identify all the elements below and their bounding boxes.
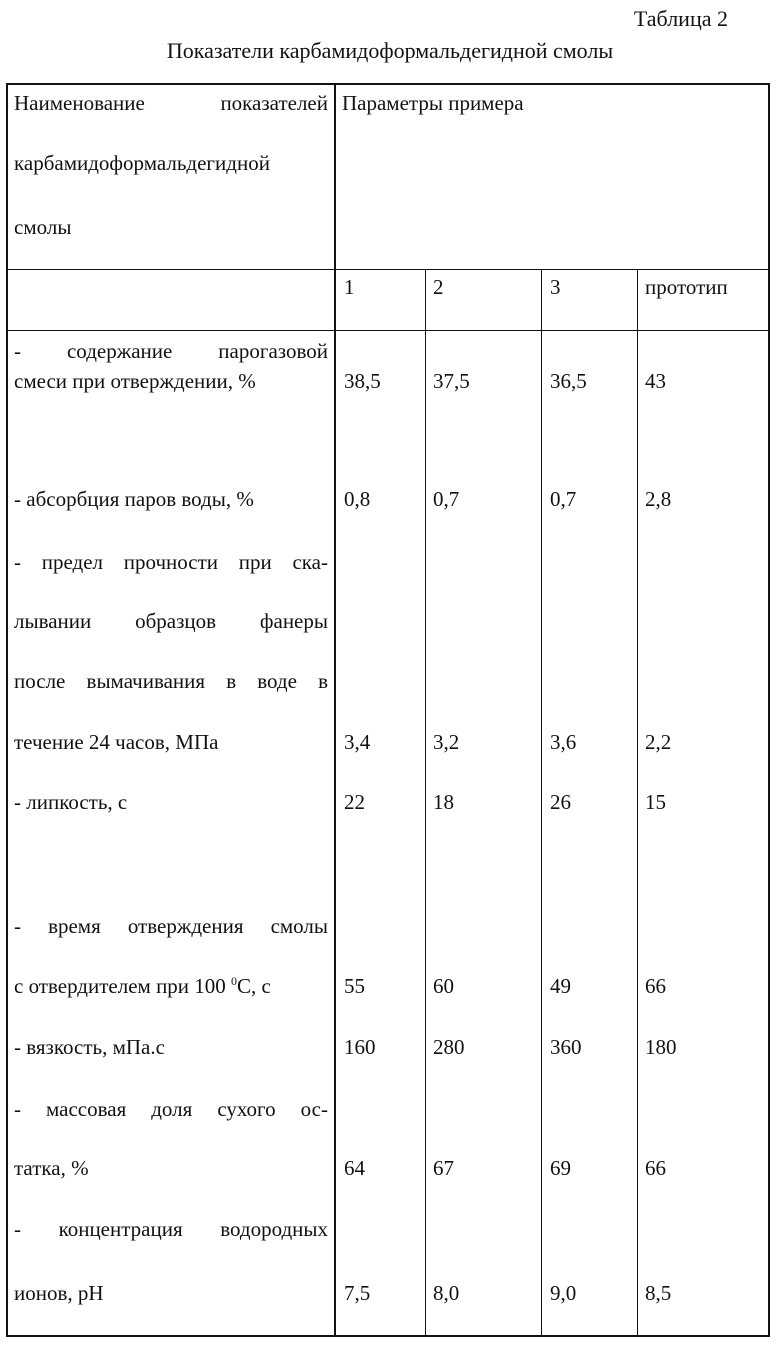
row-name-line: смеси при отверждении, %: [14, 369, 256, 393]
subheader-col-2: 2: [433, 275, 444, 299]
table-title: Показатели карбамидоформальдегидной смолы: [166, 38, 614, 63]
row-value-col-2: 60: [433, 974, 454, 998]
row-value-col-prototype: 2,8: [645, 487, 672, 511]
row-name-line: - массовая доля сухого ос-: [14, 1097, 328, 1121]
row-value-col-prototype: 15: [645, 790, 666, 814]
col-divider-1: [425, 270, 426, 1337]
row-value-col-1: 22: [344, 790, 365, 814]
border-left: [6, 83, 8, 1337]
row-value-col-1: 160: [344, 1035, 376, 1059]
row-value-col-3: 0,7: [550, 487, 577, 511]
border-right: [768, 83, 770, 1337]
row-value-col-prototype: 2,2: [645, 730, 672, 754]
row-name-line: ионов, pH: [14, 1281, 104, 1305]
row-name-line: лывании образцов фанеры: [14, 609, 328, 633]
header-name-line-2: карбамидоформальдегидной: [14, 151, 270, 175]
row-value-col-prototype: 8,5: [645, 1281, 672, 1305]
border-top: [6, 83, 770, 85]
row-divider-subheader: [6, 330, 770, 331]
subheader-col-1: 1: [344, 275, 355, 299]
header-name-line-1: Наименование показателей: [14, 91, 328, 115]
row-value-col-2: 67: [433, 1156, 454, 1180]
row-value-col-1: 64: [344, 1156, 365, 1180]
row-value-col-prototype: 43: [645, 369, 666, 393]
row-value-col-3: 26: [550, 790, 571, 814]
row-name-line: с отвердителем при 100 $^0$С, с: [14, 974, 271, 998]
row-divider-header: [6, 269, 770, 270]
row-name-line: - предел прочности при ска-: [14, 550, 328, 574]
row-value-col-1: 55: [344, 974, 365, 998]
row-value-col-2: 0,7: [433, 487, 460, 511]
row-name-line: - содержание парогазовой: [14, 339, 328, 363]
subheader-col-3: 3: [550, 275, 561, 299]
row-value-col-2: 280: [433, 1035, 465, 1059]
row-value-col-1: 0,8: [344, 487, 371, 511]
row-name-line: - время отверждения смолы: [14, 914, 328, 938]
row-name-line: - абсорбция паров воды, %: [14, 487, 254, 511]
row-name-line: татка, %: [14, 1156, 89, 1180]
row-value-col-1: 38,5: [344, 369, 381, 393]
row-value-col-3: 69: [550, 1156, 571, 1180]
row-value-col-3: 360: [550, 1035, 582, 1059]
header-name-line-3: смолы: [14, 215, 72, 239]
row-value-col-2: 3,2: [433, 730, 460, 754]
row-name-line: течение 24 часов, МПа: [14, 730, 219, 754]
subheader-col-prototype: прототип: [645, 275, 728, 299]
col-divider-2: [541, 270, 542, 1337]
border-bottom: [6, 1335, 770, 1337]
row-value-col-3: 3,6: [550, 730, 577, 754]
row-name-line: после вымачивания в воде в: [14, 669, 328, 693]
row-value-col-1: 3,4: [344, 730, 371, 754]
row-value-col-2: 8,0: [433, 1281, 460, 1305]
row-name-line: - концентрация водородных: [14, 1217, 328, 1241]
row-value-col-1: 7,5: [344, 1281, 371, 1305]
row-value-col-3: 36,5: [550, 369, 587, 393]
col-divider-name: [334, 83, 336, 1337]
row-value-col-3: 49: [550, 974, 571, 998]
degree-superscript: 0: [231, 974, 238, 988]
row-name-line: - липкость, с: [14, 790, 128, 814]
row-value-col-2: 18: [433, 790, 454, 814]
col-divider-3: [637, 270, 638, 1337]
row-value-col-3: 9,0: [550, 1281, 577, 1305]
row-value-col-prototype: 66: [645, 1156, 666, 1180]
row-value-col-prototype: 66: [645, 974, 666, 998]
row-value-col-2: 37,5: [433, 369, 470, 393]
header-params: Параметры примера: [342, 91, 524, 115]
table-caption: Таблица 2: [633, 6, 728, 31]
row-name-line: - вязкость, мПа.с: [14, 1035, 165, 1059]
row-value-col-prototype: 180: [645, 1035, 677, 1059]
